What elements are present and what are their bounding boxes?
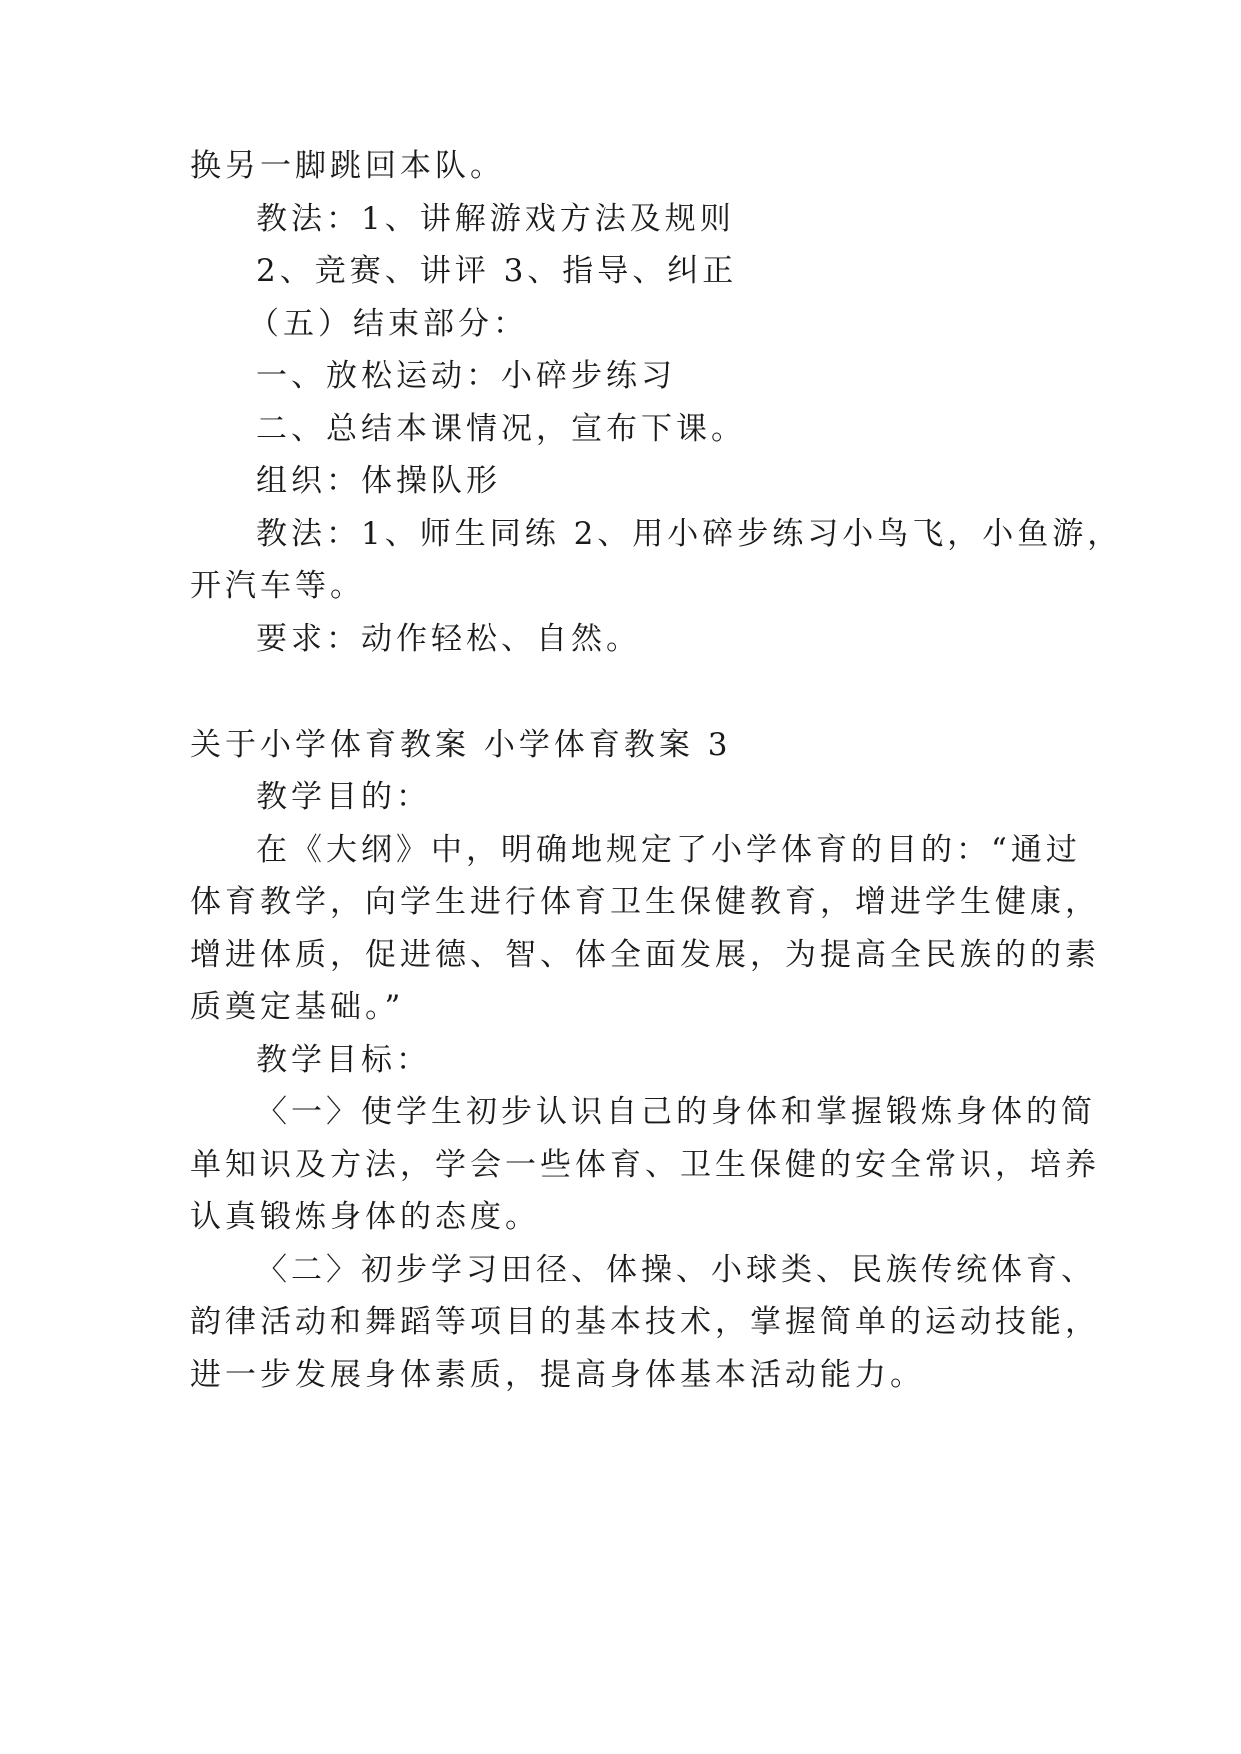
- paragraph-line: 增进体质，促进德、智、体全面发展，为提高全民族的的素: [190, 937, 1100, 973]
- article-title: 关于小学体育教案 小学体育教案 3: [190, 727, 732, 763]
- paragraph-line: 在《大纲》中，明确地规定了小学体育的目的：“通过: [256, 832, 1081, 868]
- paragraph-line: 体育教学，向学生进行体育卫生保健教育，增进学生健康，: [190, 884, 1100, 920]
- paragraph-line: 教法：1、讲解游戏方法及规则: [256, 201, 735, 237]
- paragraph-line: 〈一〉使学生初步认识自己的身体和掌握锻炼身体的简: [256, 1094, 1096, 1130]
- paragraph-line: 组织：体操队形: [256, 463, 501, 499]
- paragraph-line: 〈二〉初步学习田径、体操、小球类、民族传统体育、: [256, 1252, 1096, 1288]
- paragraph-line: 质奠定基础。”: [190, 989, 405, 1025]
- paragraph-line: 认真锻炼身体的态度。: [190, 1199, 540, 1235]
- paragraph-line: 开汽车等。: [190, 568, 365, 604]
- paragraph-line: 教学目标：: [256, 1042, 431, 1078]
- paragraph-line: 单知识及方法，学会一些体育、卫生保健的安全常识，培养: [190, 1147, 1100, 1183]
- section-heading: （五）结束部分：: [248, 306, 528, 342]
- paragraph-line: 要求：动作轻松、自然。: [256, 621, 641, 657]
- paragraph-line: 进一步发展身体素质，提高身体基本活动能力。: [190, 1357, 925, 1393]
- paragraph-line: 二、总结本课情况，宣布下课。: [256, 411, 746, 447]
- paragraph-line: 韵律活动和舞蹈等项目的基本技术，掌握简单的运动技能，: [190, 1304, 1100, 1340]
- paragraph-line: 一、放松运动：小碎步练习: [256, 358, 676, 394]
- paragraph-line: 教法：1、师生同练 2、用小碎步练习小鸟飞，小鱼游，: [256, 516, 1123, 552]
- paragraph-line: 教学目的：: [256, 779, 431, 815]
- paragraph-line: 2、竞赛、讲评 3、指导、纠正: [256, 253, 738, 289]
- paragraph-line: 换另一脚跳回本队。: [190, 148, 505, 184]
